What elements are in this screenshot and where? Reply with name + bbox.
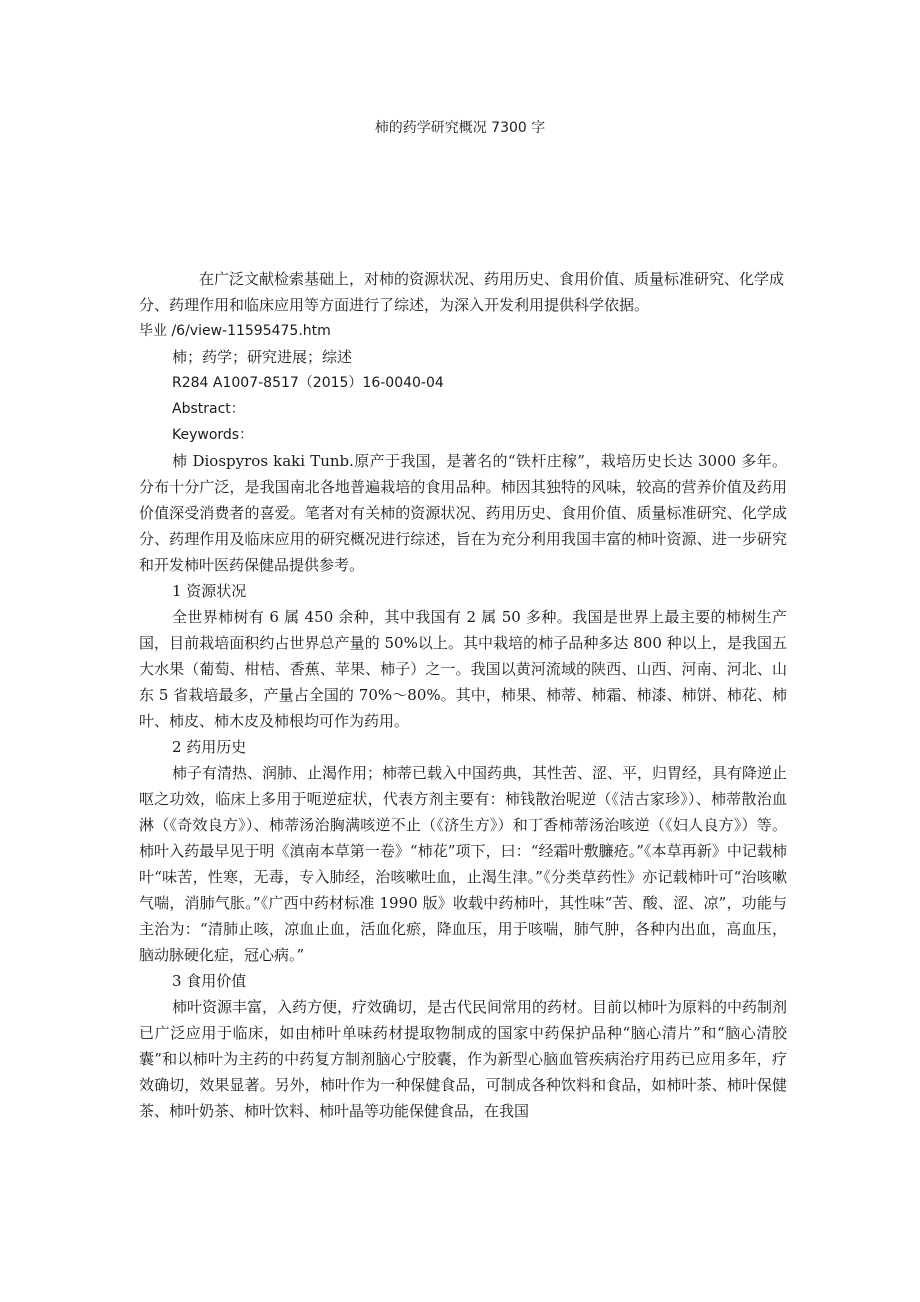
section-heading-history: 2 药用历史 [172, 738, 247, 756]
section-heading-food-value: 3 食用价值 [172, 972, 247, 990]
classification-code: R284 A1007-8517（2015）16-0040-04 [172, 375, 444, 391]
section-paragraph-history: 柿子有清热、润肺、止渴作用；柿蒂已载入中国药典，其性苦、涩、平，归胃经，具有降逆止呕之功效，临床上多用于呃逆症状，代表方剂主要有：柿钱散治呢逆（《洁古家珍》）、柿蒂散治血淋（《奇效良方》）、柿蒂汤治胸满咳逆不止（《济生方》）和丁香柿蒂汤治咳逆（《妇人良方》）等。柿叶入药最早见于明《滇南本草第一卷》“柿花”项下，曰：“经霜叶敷臁疮。”《本草再新》中记载柿叶“味苦，性寒，无毒，专入肺经，治咳嗽吐血，止渴生津。”《分类草药性》亦记载柿叶可“治咳嗽气喘，消肺气胀。”《广西中药材标准 1990 版》收载中药柿叶，其性味“苦、酸、涩、凉”，功能与主治为：“清肺止咳，凉血止血，活血化瘀，降血压，用于咳喘，肺气肿，各种内出血，高血压，脑动脉硬化症，冠心病。” [139, 764, 788, 964]
keywords-cn: 柿；药学；研究进展；综述 [172, 348, 353, 366]
abstract-cn: 在广泛文献检索基础上，对柿的资源状况、药用历史、食用价值、质量标准研究、化学成分、药理作用和临床应用等方面进行了综述，为深入开发利用提供科学依据。 [139, 270, 785, 314]
document-body [139, 266, 787, 1124]
abstract-en-label: Abstract： [172, 401, 245, 417]
document-title: 柿的药学研究概况 7300 字 [374, 120, 546, 136]
section-heading-resources: 1 资源状况 [172, 582, 247, 600]
section-paragraph-resources: 全世界柿树有 6 属 450 余种，其中我国有 2 属 50 多种。我国是世界上最主要的柿树生产国，目前栽培面积约占世界总产量的 50%以上。其中栽培的柿子品种多达 800 种以上，是我国五大水果（葡萄、柑桔、香蕉、苹果、柿子）之一。我国以黄河流域的陕西、山西、河南、河北、山东 5 省栽培最多，产量占全国的 70%～80%。其中，柿果、柿蒂、柿霜、柿漆、柿饼、柿花、柿叶、柿皮、柿木皮及柿根均可作为药用。 [139, 608, 787, 730]
keywords-en-label: Keywords： [172, 427, 254, 443]
section-paragraph-food-value: 柿叶资源丰富，入药方便，疗效确切，是古代民间常用的药材。目前以柿叶为原料的中药制剂已广泛应用于临床，如由柿叶单味药材提取物制成的国家中药保护品种“脑心清片”和“脑心清胶囊”和以柿叶为主药的中药复方制剂脑心宁胶囊，作为新型心脑血管疾病治疗用药已应用多年，疗效确切，效果显著。另外，柿叶作为一种保健食品，可制成各种饮料和食品，如柿叶茶、柿叶保健茶、柿叶奶茶、柿叶饮料、柿叶晶等功能保健食品，在我国 [139, 998, 788, 1120]
intro-paragraph: 柿 Diospyros kaki Tunb.原产于我国，是著名的“铁杆庄稼”，栽培历史长达 3000 多年。分布十分广泛，是我国南北各地普遍栽培的食用品种。柿因其独特的风味，较高的营养价值及药用价值深受消费者的喜爱。笔者对有关柿的资源状况、药用历史、食用价值、质量标准研究、化学成分、药理作用及临床应用的研究概况进行综述，旨在为充分利用我国丰富的柿叶资源、进一步研究和开发柿叶医药保健品提供参考。 [139, 452, 787, 574]
source-url-line: 毕业 /6/view-11595475.htm [139, 323, 331, 339]
